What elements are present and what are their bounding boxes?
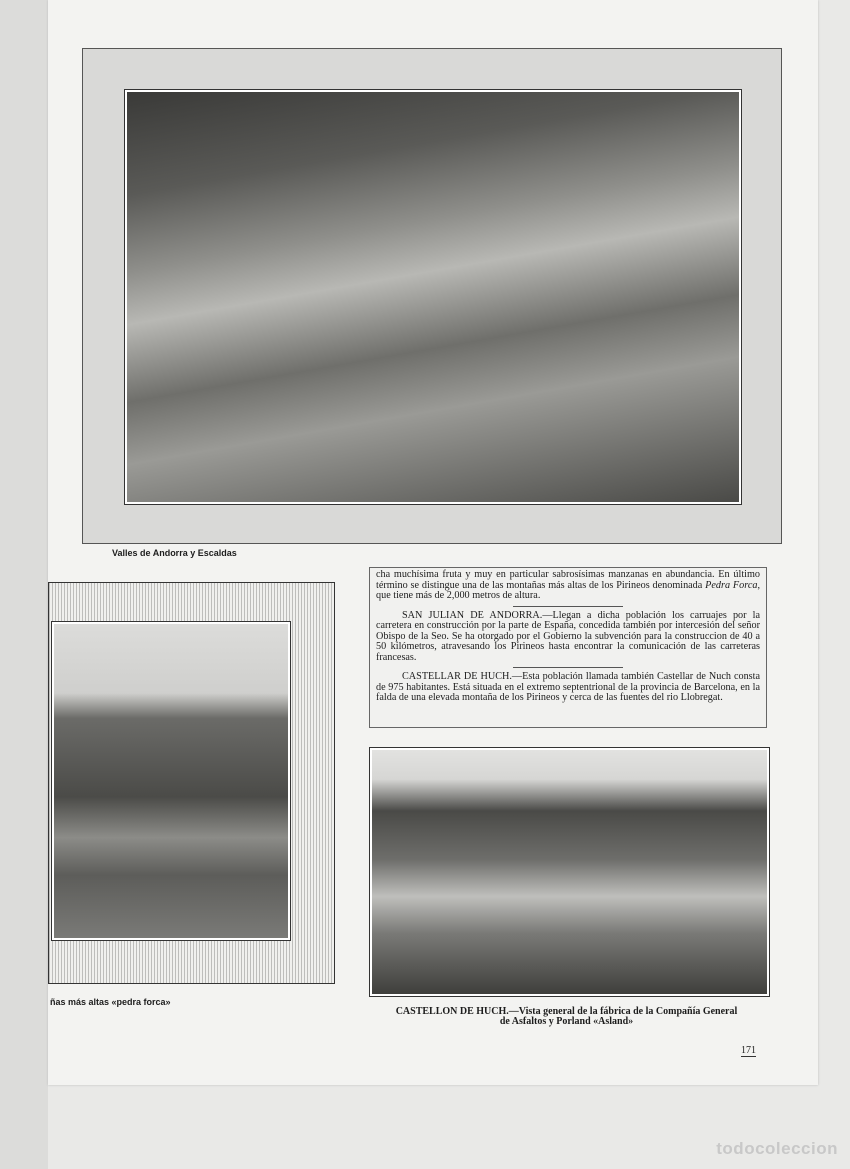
pedra-forca-photo — [52, 622, 290, 940]
page-number: 171 — [741, 1045, 756, 1056]
andorra-valley-photo — [125, 90, 741, 504]
article-text-box — [369, 567, 767, 728]
factory-caption: CASTELLON DE HUCH.—Vista general de la fábrica de la Compañía General de Asfaltos y Porland «Asland» — [395, 1006, 738, 1027]
divider — [513, 667, 623, 668]
scan-left-edge — [0, 0, 48, 1169]
paragraph-san-julian: SAN JULIAN DE ANDORRA.—Llegan a dicha población los carruajes por la carretera en construcción por la parte de España, concedida también por intercesión del señor Obispo de la Seo. Se ha otorgado por el Gobierno la subvención para la construccion de 40 a 50 kilómetros, atravesando los Pirineos hasta encontrar la comunicación de las carreteras francesas. — [376, 609, 760, 663]
paragraph-1: cha muchísima fruta y muy en particular sabrosísimas manzanas en abundancia. En último término se distingue una de las montañas más altas de los Pirineos denominada Pedra Forca, que tiene más de 2,000 metros de altura. — [376, 569, 760, 601]
left-photo-caption: ñas más altas «pedra forca» — [50, 997, 171, 1007]
top-photo-caption: Valles de Andorra y Escaldas — [112, 548, 237, 558]
watermark: todocoleccion — [716, 1139, 838, 1158]
paragraph-castellar: CASTELLAR DE HUCH.—Esta población llamada también Castellar de Nuch consta de 975 habitantes. Está situada en el extremo septentrional de la provincia de Barcelona, en la falda de una elevada montaña de los Pirineos y cerca de las fuentes del rio Llobregat. — [376, 671, 760, 703]
divider — [513, 606, 623, 607]
factory-photo — [370, 748, 769, 996]
